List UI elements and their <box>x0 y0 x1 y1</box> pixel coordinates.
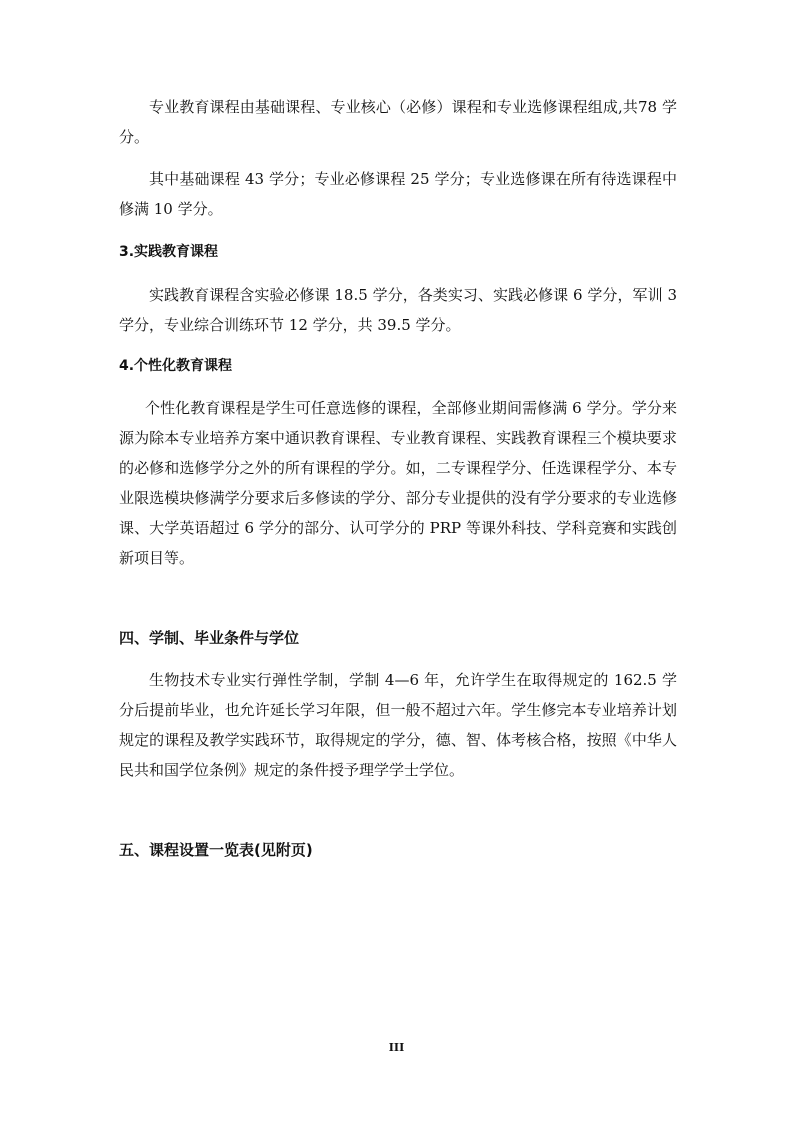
academic-system-paragraph: 生物技术专业实行弹性学制，学制 4—6 年，允许学生在取得规定的 162.5 学分后提前毕业，也允许延长学习年限，但一般不超过六年。学生修完本专业培养计划规定的课程及教学实践环节，取得规定的学分，德、智、体考核合格，按照《中华人民共和国学位条例》规定的条件授予理学学士学位。 <box>119 671 677 779</box>
credit-breakdown-paragraph: 其中基础课程 43 学分；专业必修课程 25 学分；专业选修课在所有待选课程中修满 10 学分。 <box>119 170 677 218</box>
personalized-education-paragraph: 个性化教育课程是学生可任意选修的课程，全部修业期间需修满 6 学分。学分来源为除本专业培养方案中通识教育课程、专业教育课程、实践教育课程三个模块要求的必修和选修学分之外的所有课程的学分。如，二专课程学分、任选课程学分、本专业限选模块修满学分要求后多修读的学分、部分专业提供的没有学分要求的专业选修课、大学英语超过 6 学分的部分、认可学分的 PRP 等课外科技、学科竞赛和实践创新项目等。 <box>119 399 677 567</box>
page-number: III <box>388 1041 405 1054</box>
personalized-education-heading: 4.个性化教育课程 <box>119 358 233 374</box>
practice-education-paragraph: 实践教育课程含实验必修课 18.5 学分，各类实习、实践必修课 6 学分，军训 3 学分，专业综合训练环节 12 学分，共 39.5 学分。 <box>119 286 677 334</box>
professional-courses-paragraph: 专业教育课程由基础课程、专业核心（必修）课程和专业选修课程组成,共78 学分。 <box>119 98 677 146</box>
section-four-heading: 四、学制、毕业条件与学位 <box>119 629 300 647</box>
section-five-heading: 五、课程设置一览表(见附页) <box>119 841 313 859</box>
practice-education-heading: 3.实践教育课程 <box>119 244 219 260</box>
